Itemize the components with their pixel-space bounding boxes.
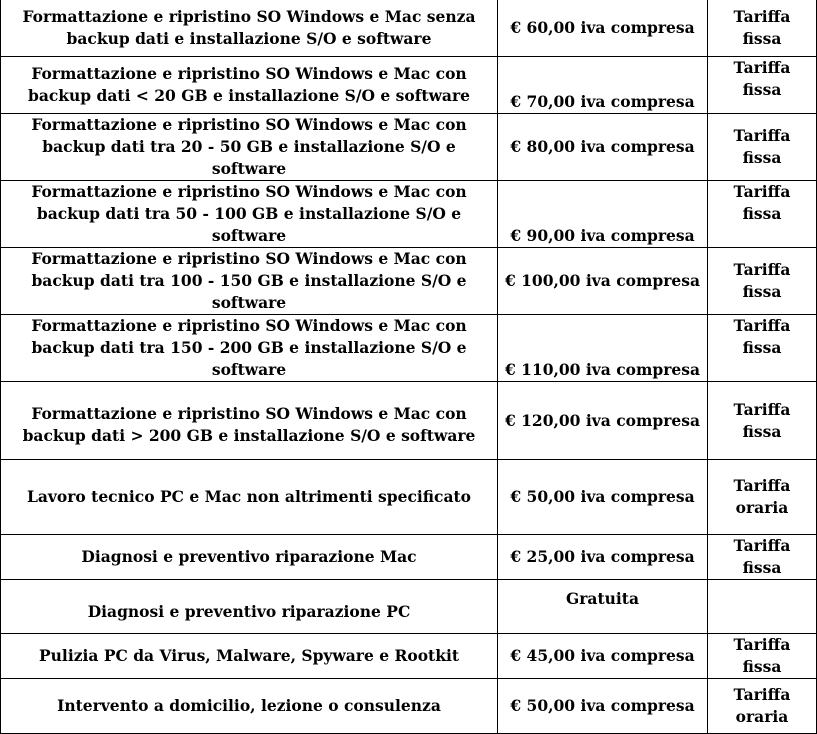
service-description: Lavoro tecnico PC e Mac non altrimenti specificato xyxy=(1,460,498,535)
tariff-type xyxy=(708,580,817,634)
table-row xyxy=(1,181,817,248)
service-description: Formattazione e ripristino SO Windows e Mac con backup dati tra 150 - 200 GB e installazione S/O e software xyxy=(1,315,498,382)
price-cell: € 110,00 iva compresa xyxy=(498,315,708,382)
service-description: Formattazione e ripristino SO Windows e Mac con backup dati < 20 GB e installazione S/O e software xyxy=(1,57,498,114)
price-cell: € 100,00 iva compresa xyxy=(498,248,708,315)
service-description: Formattazione e ripristino SO Windows e Mac con backup dati > 200 GB e installazione S/O e software xyxy=(1,382,498,460)
price-cell: € 50,00 iva compresa xyxy=(498,460,708,535)
price-cell: € 25,00 iva compresa xyxy=(498,535,708,580)
service-description: Formattazione e ripristino SO Windows e Mac con backup dati tra 50 - 100 GB e installazione S/O e software xyxy=(1,181,498,248)
table-row xyxy=(1,315,817,382)
tariff-type: Tariffa fissa xyxy=(708,382,817,460)
tariff-type: Tariffa fissa xyxy=(708,57,817,114)
tariff-type: Tariffa oraria xyxy=(708,679,817,734)
tariff-type: Tariffa fissa xyxy=(708,315,817,382)
price-cell: € 45,00 iva compresa xyxy=(498,634,708,679)
tariff-type: Tariffa fissa xyxy=(708,535,817,580)
table-row xyxy=(1,580,817,634)
tariff-type: Tariffa fissa xyxy=(708,114,817,181)
price-cell: € 120,00 iva compresa xyxy=(498,382,708,460)
table-row xyxy=(1,382,817,460)
table-row xyxy=(1,460,817,535)
service-description: Diagnosi e preventivo riparazione PC xyxy=(1,580,498,634)
price-cell: € 60,00 iva compresa xyxy=(498,0,708,57)
table-row xyxy=(1,679,817,734)
tariff-type: Tariffa oraria xyxy=(708,460,817,535)
service-description: Pulizia PC da Virus, Malware, Spyware e Rootkit xyxy=(1,634,498,679)
table-row xyxy=(1,57,817,114)
table-row xyxy=(1,634,817,679)
price-cell: Gratuita xyxy=(498,580,708,634)
service-description: Formattazione e ripristino SO Windows e Mac con backup dati tra 100 - 150 GB e installazione S/O e software xyxy=(1,248,498,315)
price-cell: € 80,00 iva compresa xyxy=(498,114,708,181)
table-row xyxy=(1,535,817,580)
tariff-type: Tariffa fissa xyxy=(708,181,817,248)
service-description: Diagnosi e preventivo riparazione Mac xyxy=(1,535,498,580)
table-row xyxy=(1,114,817,181)
price-cell: € 90,00 iva compresa xyxy=(498,181,708,248)
tariff-type: Tariffa fissa xyxy=(708,248,817,315)
service-description: Formattazione e ripristino SO Windows e Mac con backup dati tra 20 - 50 GB e installazione S/O e software xyxy=(1,114,498,181)
table-row xyxy=(1,248,817,315)
service-description: Intervento a domicilio, lezione o consulenza xyxy=(1,679,498,734)
service-description: Formattazione e ripristino SO Windows e Mac senza backup dati e installazione S/O e software xyxy=(1,0,498,57)
table-row xyxy=(1,0,817,57)
price-cell: € 50,00 iva compresa xyxy=(498,679,708,734)
price-cell: € 70,00 iva compresa xyxy=(498,57,708,114)
tariff-type: Tariffa fissa xyxy=(708,0,817,57)
tariff-type: Tariffa fissa xyxy=(708,634,817,679)
